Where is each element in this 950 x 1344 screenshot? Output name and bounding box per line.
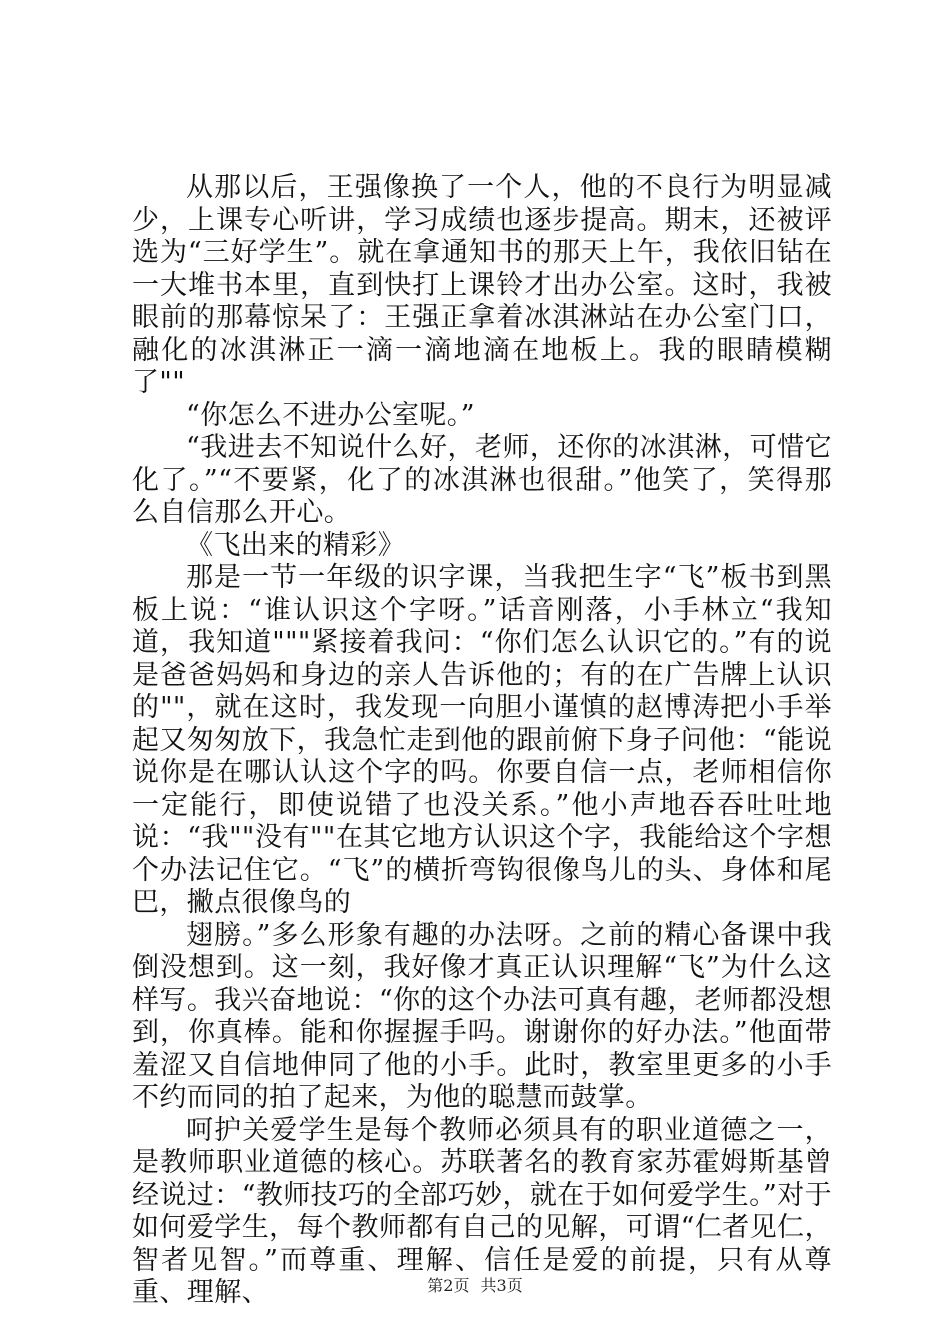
paragraph: 那是一节一年级的识字课，当我把生字“飞”板书到黑板上说：“谁认识这个字呀。”话音刚落，小手林立“我知道，我知道"""紧接着我问：“你们怎么认识它的。”有的说是爸爸妈妈和身边的亲人告诉他的；有的在广告牌上认识的""，就在这时，我发现一向胆小谨慎的赵博涛把小手举起又匆匆放下，我急忙走到他的跟前俯下身子问他：“能说说你是在哪认认这个字的吗。你要自信一点，老师相信你一定能行，即使说错了也没关系。”他小声地吞吞吐吐地说：“我""没有""在其它地方认识这个字，我能给这个字想个办法记住它。“飞”的横折弯钩很像鸟儿的头、身体和尾巴，撇点很像鸟的	[132, 562, 832, 918]
page-total: 共3页	[480, 1276, 523, 1295]
paragraph: “你怎么不进办公室呢。”	[186, 399, 475, 431]
paragraph: “我进去不知说什么好，老师，还你的冰淇淋，可惜它化了。”“不要紧，化了的冰淇淋也很甜。”他笑了，笑得那么自信那么开心。	[132, 432, 832, 528]
paragraph: 从那以后，王强像换了一个人，他的不良行为明显减少，上课专心听讲，学习成绩也逐步提高。期末，还被评选为“三好学生”。就在拿通知书的那天上午，我依旧钻在一大堆书本里，直到快打上课铃才出办公室。这时，我被眼前的那幕惊呆了：王强正拿着冰淇淋站在办公室门口，融化的冰淇淋正一滴一滴地滴在地板上。我的眼睛模糊了""	[132, 172, 832, 398]
page-footer	[0, 1273, 950, 1296]
paragraph: 翅膀。”多么形象有趣的办法呀。之前的精心备课中我倒没想到。这一刻，我好像才真正认识理解“飞”为什么这样写。我兴奋地说：“你的这个办法可真有趣，老师都没想到，你真棒。能和你握握手吗。谢谢你的好办法。”他面带羞涩又自信地伸同了他的小手。此时，教室里更多的小手不约而同的拍了起来，为他的聪慧而鼓掌。	[132, 919, 832, 1113]
article-title: 《飞出来的精彩》	[186, 529, 406, 561]
paragraph: 呵护关爱学生是每个教师必须具有的职业道德之一，是教师职业道德的核心。苏联著名的教育家苏霍姆斯基曾经说过：“教师技巧的全部巧妙，就在于如何爱学生。”对于如何爱学生，每个教师都有自己的见解，可谓“仁者见仁，智者见智。”而尊重、理解、信任是爱的前提，只有从尊重、理解、	[132, 1114, 832, 1308]
document-body	[132, 172, 832, 1310]
page-number: 第2页	[427, 1276, 470, 1295]
